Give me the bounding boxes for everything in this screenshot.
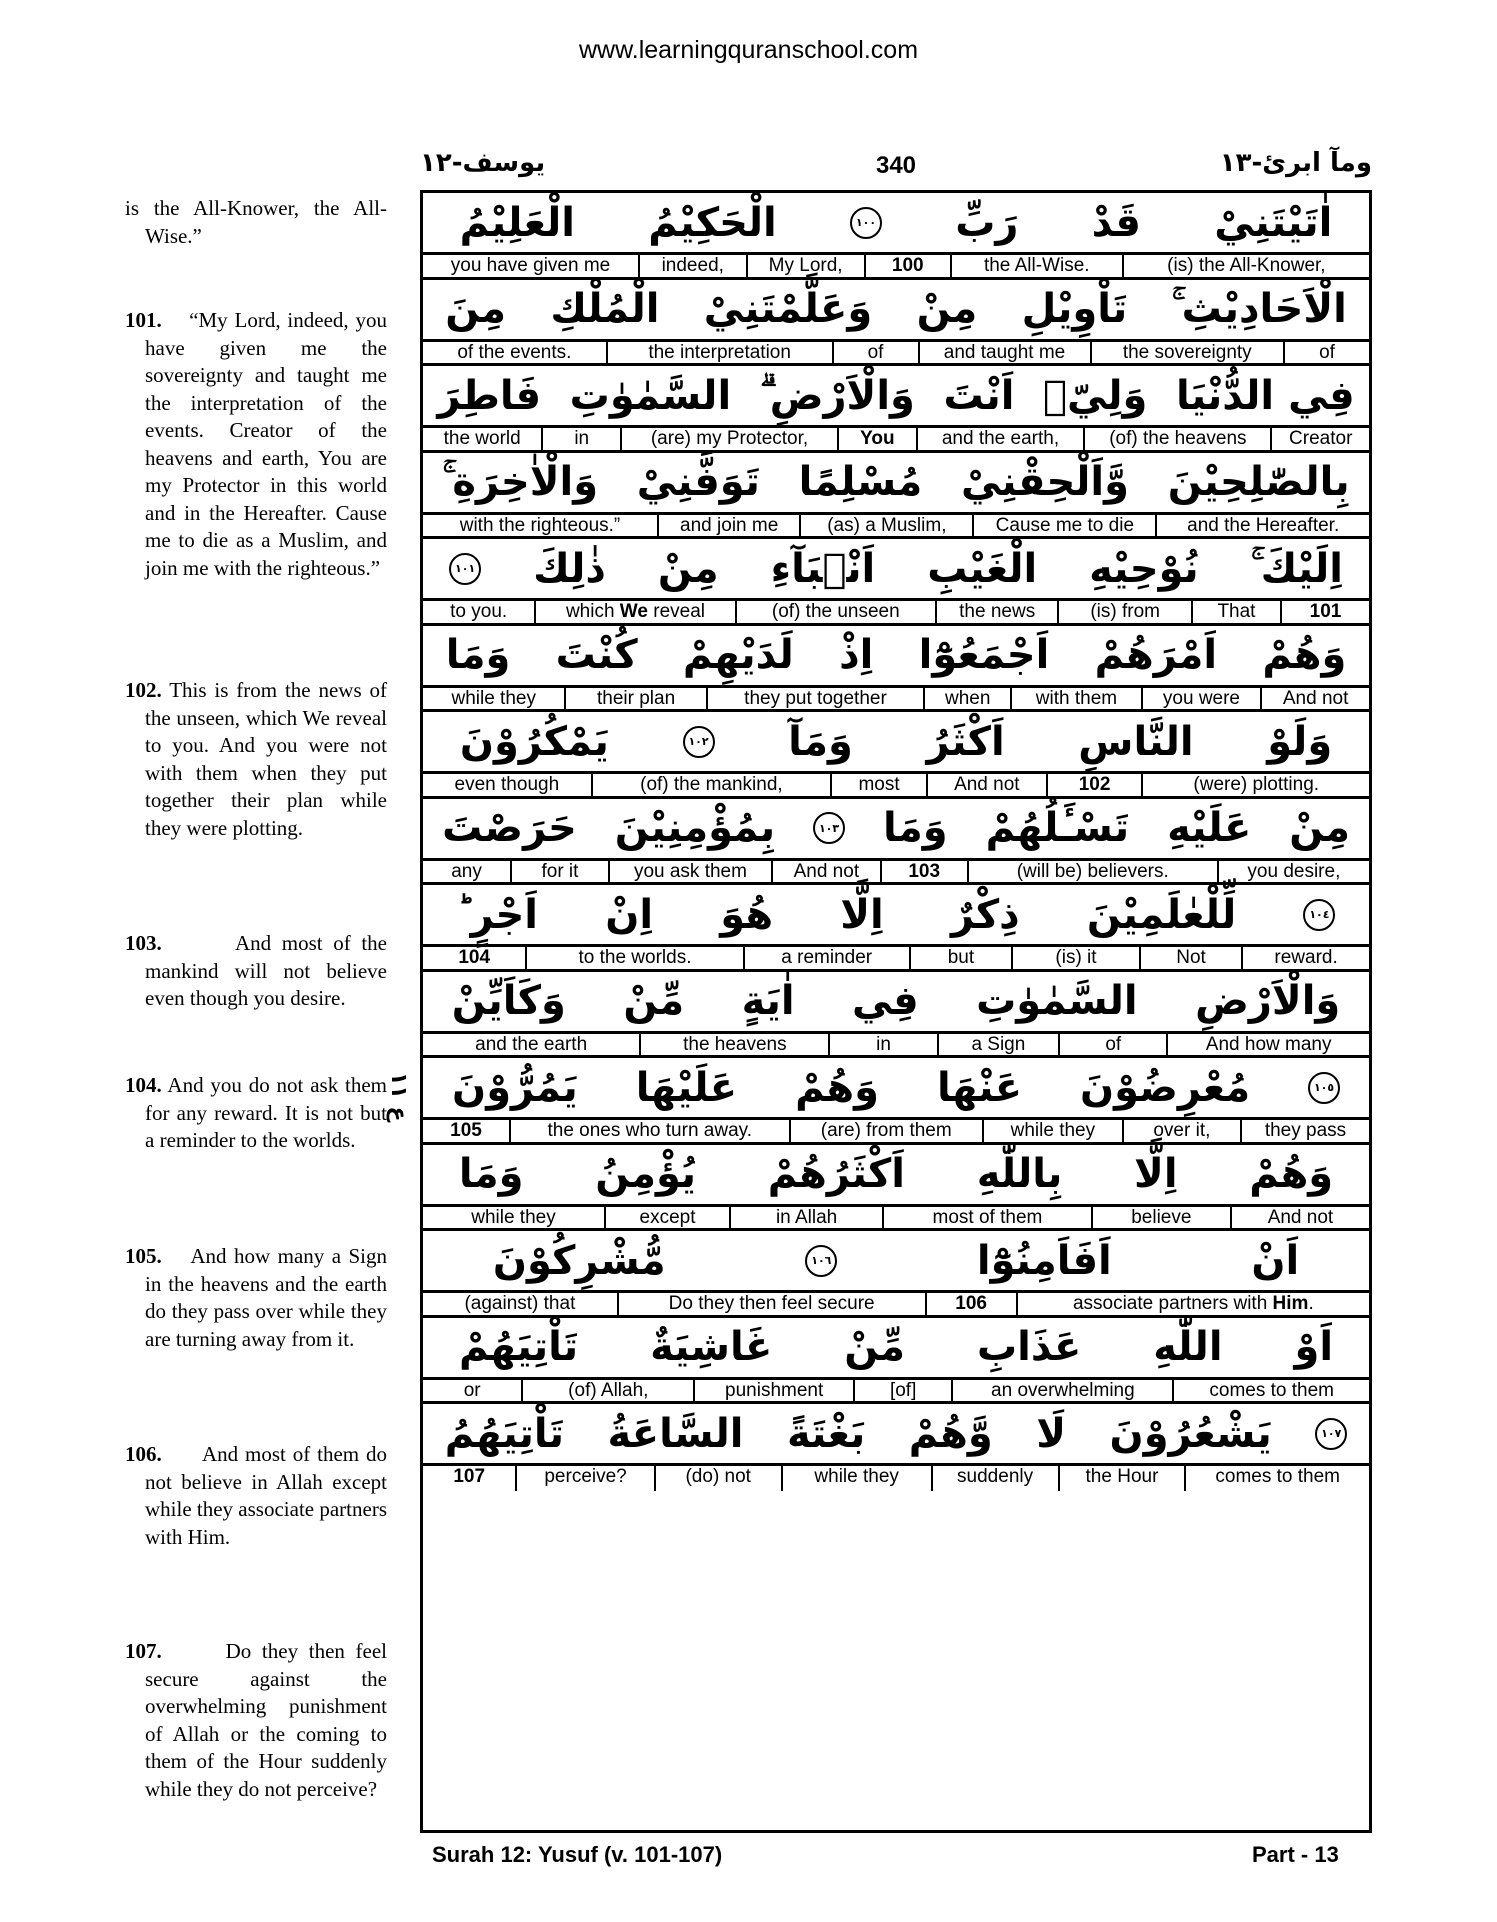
gloss-cell: And not	[926, 774, 1046, 796]
translation-verse-100-end	[125, 195, 387, 250]
arabic-word: مِنْ	[657, 545, 719, 592]
gloss-verse-number: 107	[453, 1466, 486, 1487]
arabic-word: يَمْكُرُوْنَ	[459, 718, 609, 765]
gloss-cell: comes to them	[1172, 1380, 1369, 1402]
arabic-word: وَهُمْ	[1249, 1151, 1334, 1197]
arabic-word: وَالْاَرْضِ	[1195, 978, 1341, 1024]
arabic-word: اَكْثَرُهُمْ	[767, 1151, 906, 1197]
surah-name-arabic: يوسف-١٢	[420, 148, 546, 178]
arabic-row	[423, 193, 1369, 255]
gloss-row	[423, 688, 1369, 713]
gloss-cell: the heavens	[639, 1034, 828, 1056]
gloss-cell: even though	[454, 774, 560, 795]
translation-text: “My Lord, indeed, you have given me the sovereignty and taught me the interpretation of the events. Creator of the heavens and earth, You are my Protector in this world and in the Hereafter. Cause me to die as a Muslim, and join me with the righteous.”	[145, 308, 387, 580]
gloss-cell: associate partners with Him.	[1016, 1293, 1369, 1315]
verse-number: 102.	[125, 678, 162, 702]
arabic-word: بِالصّٰلِحِيْنَ	[1167, 459, 1350, 505]
arabic-word: بِاللّٰهِ	[976, 1151, 1063, 1197]
arabic-word: مِنْ	[1289, 805, 1351, 851]
arabic-word: مُسْلِمًا	[798, 459, 923, 505]
arabic-word: اَنْتَ	[943, 372, 1015, 419]
gloss-cell: of	[1283, 342, 1369, 364]
gloss-cell: to the worlds.	[525, 947, 742, 969]
gloss-cell: or	[463, 1379, 481, 1401]
gloss-row	[423, 1034, 1369, 1059]
page-header	[420, 148, 1372, 188]
gloss-cell: most	[830, 774, 926, 796]
arabic-word: غَاشِيَةٌ	[650, 1324, 773, 1370]
gloss-cell: (were) plotting.	[1141, 774, 1369, 796]
gloss-cell: (is) the All-Knower,	[1122, 255, 1369, 277]
gloss-cell: (do) not	[654, 1466, 781, 1491]
arabic-word: حَرَصْتَ	[442, 805, 577, 851]
gloss-cell: the All-Wise.	[950, 255, 1122, 277]
gloss-cell: My Lord,	[746, 255, 864, 277]
arabic-word: وَمَا	[445, 632, 511, 678]
gloss-cell: over it,	[1122, 1120, 1240, 1142]
translation-text: Do they then feel secure against the overwhelming punishment of Allah or the coming to them of the Hour suddenly while they do not perceive?	[145, 1639, 388, 1801]
gloss-cell: and the earth,	[916, 428, 1084, 450]
arabic-word: مِّنْ	[844, 1324, 906, 1370]
gloss-cell: an overwhelming	[951, 1380, 1172, 1402]
arabic-word: اَمْرَهُمْ	[1094, 632, 1218, 678]
arabic-row	[423, 626, 1369, 688]
arabic-word: بِمُؤْمِنِيْنَ	[614, 805, 776, 851]
arabic-word: تَاْوِيْلِ	[1021, 286, 1128, 332]
gloss-cell: the world	[443, 428, 521, 449]
arabic-word: عَذَابِ	[976, 1324, 1082, 1370]
arabic-word: السَّمٰوٰتِ	[569, 372, 732, 419]
arabic-word: عَلَيْهِ	[1167, 805, 1252, 851]
gloss-cell: but	[909, 947, 1011, 969]
translation-verse-107	[125, 1638, 387, 1803]
gloss-row	[423, 1466, 1369, 1491]
gloss-cell: Do they then feel secure	[617, 1293, 925, 1315]
gloss-cell: any	[451, 860, 482, 882]
ayah-end-marker-icon: ١٠٢	[683, 726, 715, 758]
verse-number: 105.	[125, 1244, 162, 1268]
arabic-word: اٰتَيْتَنِيْ	[1214, 199, 1333, 246]
arabic-word: وَكَاَيِّنْ	[451, 978, 566, 1024]
arabic-word: تَسْـَٔلُهُمْ	[985, 805, 1130, 851]
gloss-verse-number: 103	[880, 861, 967, 883]
arabic-row	[423, 799, 1369, 861]
gloss-cell: (against) that	[464, 1293, 576, 1314]
site-url[interactable]: www.learningquranschool.com	[578, 36, 919, 64]
gloss-cell: while they	[451, 687, 536, 709]
gloss-cell: their plan	[564, 688, 705, 710]
gloss-cell: the interpretation	[606, 342, 832, 364]
gloss-cell: punishment	[693, 1380, 853, 1402]
gloss-cell: And how many	[1166, 1034, 1369, 1056]
gloss-row	[423, 1207, 1369, 1232]
arabic-word: اَفَاَمِنُوْٓا	[976, 1237, 1112, 1284]
gloss-cell: That	[1191, 601, 1280, 623]
gloss-cell: which We reveal	[534, 601, 734, 623]
translation-text: And most of the mankind will not believe even though you desire.	[145, 931, 387, 1010]
ayah-end-marker-icon: ١٠١	[449, 553, 481, 585]
gloss-cell: indeed,	[638, 255, 746, 277]
arabic-word: فَاطِرَ	[437, 372, 542, 419]
ayah-end-marker-icon: ١٠٤	[1303, 899, 1335, 931]
arabic-row	[423, 1145, 1369, 1207]
gloss-cell: Creator	[1270, 428, 1369, 450]
translation-verse-106	[125, 1441, 387, 1551]
arabic-word: وَلَوْ	[1267, 718, 1333, 765]
translation-text: is the All-Knower, the All-Wise.”	[125, 196, 387, 248]
arabic-row	[423, 453, 1369, 515]
arabic-word: اٰيَةٍ	[741, 978, 795, 1024]
arabic-row	[423, 539, 1369, 601]
gloss-cell: while they	[982, 1120, 1122, 1142]
gloss-verse-number: 104	[458, 947, 491, 968]
arabic-word: عَلَيْهَا	[635, 1064, 738, 1111]
arabic-row	[423, 972, 1369, 1034]
translation-verse-104	[125, 1072, 387, 1155]
translation-text: And you do not ask them for any reward. It is not but a reminder to the worlds.	[145, 1073, 388, 1152]
arabic-row	[423, 885, 1369, 947]
arabic-word: بَغْتَةً	[787, 1410, 866, 1457]
arabic-word: مُّشْرِكُوْنَ	[492, 1237, 666, 1284]
footer-surah-label: Surah 12: Yusuf (v. 101-107)	[432, 1842, 723, 1867]
arabic-word: تَاْتِيَهُمْ	[458, 1324, 579, 1370]
gloss-cell: and taught me	[918, 342, 1090, 364]
gloss-cell: you ask them	[608, 861, 771, 883]
gloss-cell: reward.	[1241, 947, 1369, 969]
arabic-row	[423, 1058, 1369, 1120]
gloss-cell: the sovereignty	[1090, 342, 1284, 364]
arabic-word: وَلِيّٖ	[1043, 372, 1148, 419]
gloss-verse-number: 102	[1046, 774, 1142, 796]
gloss-cell: in	[541, 428, 620, 450]
ayah-end-marker-icon: ١٠٠	[850, 207, 882, 239]
gloss-row	[423, 1380, 1369, 1405]
gloss-cell: of the events.	[457, 341, 572, 363]
gloss-row	[423, 601, 1369, 626]
gloss-cell: Not	[1139, 947, 1241, 969]
gloss-cell: with them	[1010, 688, 1140, 710]
gloss-verse-number: 106	[925, 1293, 1016, 1315]
gloss-cell: they pass	[1240, 1120, 1369, 1142]
arabic-word: وَعَلَّمْتَنِيْ	[703, 286, 873, 332]
arabic-word: الْغَيْبِ	[927, 545, 1038, 592]
gloss-row	[423, 342, 1369, 367]
gloss-cell: (are) my Protector,	[620, 428, 837, 450]
gloss-cell: a reminder	[743, 947, 909, 969]
arabic-word: لَا	[1036, 1410, 1067, 1457]
gloss-cell: with the righteous.”	[459, 514, 621, 536]
gloss-cell: You	[837, 428, 916, 450]
gloss-cell: suddenly	[931, 1466, 1058, 1491]
translation-text: This is from the news of the unseen, which We reveal to you. And you were not with them when they put together their plan while they were plotting.	[145, 678, 387, 840]
gloss-cell: And not	[1230, 1207, 1369, 1229]
arabic-row	[423, 1404, 1369, 1466]
arabic-word: الْاَحَادِيْثِ ۚ	[1171, 286, 1347, 332]
arabic-word: مُعْرِضُوْنَ	[1079, 1064, 1251, 1111]
gloss-row	[423, 1293, 1369, 1318]
arabic-row	[423, 712, 1369, 774]
arabic-word: وَالْاَرْضِ ۗ	[759, 372, 915, 419]
arabic-word: وَمَآ	[788, 718, 853, 765]
arabic-word: وَالْاٰخِرَةِ ۚ	[442, 459, 599, 505]
arabic-word: وَهُمْ	[1262, 632, 1347, 678]
gloss-cell: And not	[771, 861, 880, 883]
gloss-cell: (will be) believers.	[967, 861, 1217, 883]
translation-verse-101	[125, 307, 387, 582]
gloss-cell: you have given me	[450, 255, 611, 276]
arabic-word: تَاْتِيَهُمُ	[444, 1410, 564, 1457]
arabic-word: الْعَلِيْمُ	[459, 199, 575, 246]
translation-text: And most of them do not believe in Allah except while they associate partners with Him.	[145, 1442, 387, 1549]
arabic-word: وَّاَلْحِقْنِيْ	[960, 459, 1129, 505]
gloss-cell: for it	[510, 861, 608, 883]
arabic-word: يُؤْمِنُ	[595, 1151, 697, 1197]
arabic-word: اَنْ	[1251, 1237, 1300, 1284]
gloss-cell: Cause me to die	[972, 515, 1155, 537]
arabic-word: الْمُلْكِ	[550, 286, 660, 332]
translation-verse-105	[125, 1243, 387, 1353]
ayah-end-marker-icon: ١٠٥	[1308, 1072, 1340, 1104]
gloss-verse-number: 100	[864, 255, 950, 277]
gloss-row	[423, 428, 1369, 453]
arabic-word: وَمَا	[883, 805, 948, 851]
gloss-cell: (of) the mankind,	[591, 774, 830, 796]
gloss-cell: [of]	[853, 1380, 951, 1402]
arabic-word: وَهُمْ	[795, 1064, 880, 1111]
gloss-cell: except	[604, 1207, 729, 1229]
gloss-row	[423, 947, 1369, 972]
arabic-word: مِنَ	[445, 286, 506, 332]
arabic-word: تَوَفَّنِيْ	[636, 459, 760, 505]
arabic-word: قَدْ	[1091, 199, 1141, 246]
gloss-cell: of	[1058, 1034, 1166, 1056]
arabic-word: كُنْتَ	[555, 632, 638, 678]
arabic-word: اَجْرٍ ؕ	[456, 891, 539, 938]
arabic-word: هُوَ	[720, 891, 774, 938]
arabic-word: نُوْحِيْهِ	[1089, 545, 1199, 592]
ruku-marker: ع ١١	[386, 1072, 411, 1122]
gloss-cell: to you.	[450, 601, 508, 622]
arabic-word: اَكْثَرُ	[926, 718, 1005, 765]
word-by-word-grid	[420, 190, 1372, 1833]
arabic-word: يَمُرُّوْنَ	[452, 1064, 578, 1111]
gloss-cell: (are) from them	[789, 1120, 983, 1142]
gloss-cell: (as) a Muslim,	[799, 515, 972, 537]
ayah-end-marker-icon: ١٠٦	[805, 1245, 837, 1277]
arabic-word: رَبِّ	[955, 199, 1019, 246]
gloss-row	[423, 861, 1369, 886]
gloss-cell: comes to them	[1184, 1466, 1369, 1491]
gloss-cell: in Allah	[729, 1207, 882, 1229]
arabic-word: وَمَا	[458, 1151, 524, 1197]
gloss-cell: perceive?	[515, 1466, 653, 1491]
verse-number: 103.	[125, 931, 162, 955]
arabic-word: اَجْمَعُوْٓا	[918, 632, 1050, 678]
gloss-cell: believe	[1091, 1207, 1230, 1229]
gloss-cell: the ones who turn away.	[509, 1120, 789, 1142]
arabic-word: اِنْ	[605, 891, 654, 938]
gloss-cell: and the Hereafter.	[1155, 515, 1369, 537]
gloss-cell: a Sign	[937, 1034, 1059, 1056]
arabic-word: عَنْهَا	[936, 1064, 1023, 1111]
gloss-cell: you desire,	[1217, 861, 1369, 883]
gloss-cell: (of) Allah,	[521, 1380, 693, 1402]
gloss-cell: the news	[935, 601, 1057, 623]
gloss-cell: when	[923, 688, 1010, 710]
gloss-cell: (of) the unseen	[735, 601, 935, 623]
verse-number: 104.	[125, 1073, 162, 1097]
arabic-word: يَشْعُرُوْنَ	[1109, 1410, 1272, 1457]
translation-verse-102	[125, 677, 387, 842]
arabic-row	[423, 1231, 1369, 1293]
arabic-word: وَّهُمْ	[908, 1410, 993, 1457]
arabic-word: اِلَيْكَ ۚ	[1250, 545, 1343, 592]
part-name-arabic: ومآ ابرئ-١٣	[1219, 148, 1372, 178]
gloss-cell: and the earth	[475, 1033, 588, 1055]
arabic-word: مِنْ	[916, 286, 978, 332]
gloss-cell: while they	[781, 1466, 931, 1491]
verse-number: 106.	[125, 1442, 162, 1466]
gloss-cell: And not	[1260, 688, 1369, 710]
arabic-word: فِي	[852, 978, 919, 1024]
arabic-word: فِي الدُّنْيَا	[1175, 372, 1355, 419]
gloss-row	[423, 774, 1369, 799]
arabic-word: اِذْ	[839, 632, 874, 678]
gloss-cell: you were	[1141, 688, 1261, 710]
gloss-cell: while they	[471, 1206, 556, 1228]
ayah-end-marker-icon: ١٠٣	[813, 812, 845, 844]
arabic-word: اَوْ	[1294, 1324, 1334, 1370]
gloss-cell: the Hour	[1058, 1466, 1185, 1491]
arabic-word: ذِكْرٌ	[950, 891, 1020, 938]
gloss-cell: of	[832, 342, 918, 364]
arabic-row	[423, 1318, 1369, 1380]
arabic-word: مِّنْ	[623, 978, 685, 1024]
footer-part-label: Part - 13	[1252, 1842, 1339, 1867]
verse-number: 107.	[125, 1639, 162, 1663]
gloss-row	[423, 515, 1369, 540]
arabic-row	[423, 366, 1369, 428]
arabic-word: اللّٰهِ	[1153, 1324, 1223, 1370]
arabic-word: الْحَكِيْمُ	[648, 199, 777, 246]
page-number: 340	[875, 152, 917, 179]
arabic-word: اِلَّا	[840, 891, 884, 938]
gloss-cell: most of them	[882, 1207, 1091, 1229]
arabic-word: لِّلْعٰلَمِيْنَ	[1086, 891, 1237, 938]
gloss-cell: (is) it	[1011, 947, 1139, 969]
arabic-word: السَّاعَةُ	[607, 1410, 744, 1457]
ayah-end-marker-icon: ١٠٧	[1315, 1418, 1347, 1450]
translation-verse-103	[125, 930, 387, 1013]
arabic-word: اِلَّا	[1134, 1151, 1178, 1197]
arabic-word: السَّمٰوٰتِ	[976, 978, 1138, 1024]
arabic-word: لَدَيْهِمْ	[682, 632, 794, 678]
translation-text: And how many a Sign in the heavens and the earth do they pass over while they are turning away from it.	[145, 1244, 388, 1351]
gloss-verse-number: 101	[1280, 601, 1369, 623]
gloss-cell: (is) from	[1057, 601, 1191, 623]
arabic-row	[423, 280, 1369, 342]
gloss-row	[423, 255, 1369, 280]
arabic-word: اَنْۢبَآءِ	[770, 545, 876, 592]
gloss-cell: and join me	[657, 515, 799, 537]
verse-number: 101.	[125, 308, 162, 332]
gloss-cell: (of) the heavens	[1083, 428, 1270, 450]
gloss-cell: in	[828, 1034, 936, 1056]
gloss-cell: they put together	[706, 688, 923, 710]
gloss-row	[423, 1120, 1369, 1145]
arabic-word: النَّاسِ	[1078, 718, 1194, 765]
arabic-word: ذٰلِكَ	[533, 545, 606, 592]
gloss-verse-number: 105	[450, 1120, 482, 1141]
